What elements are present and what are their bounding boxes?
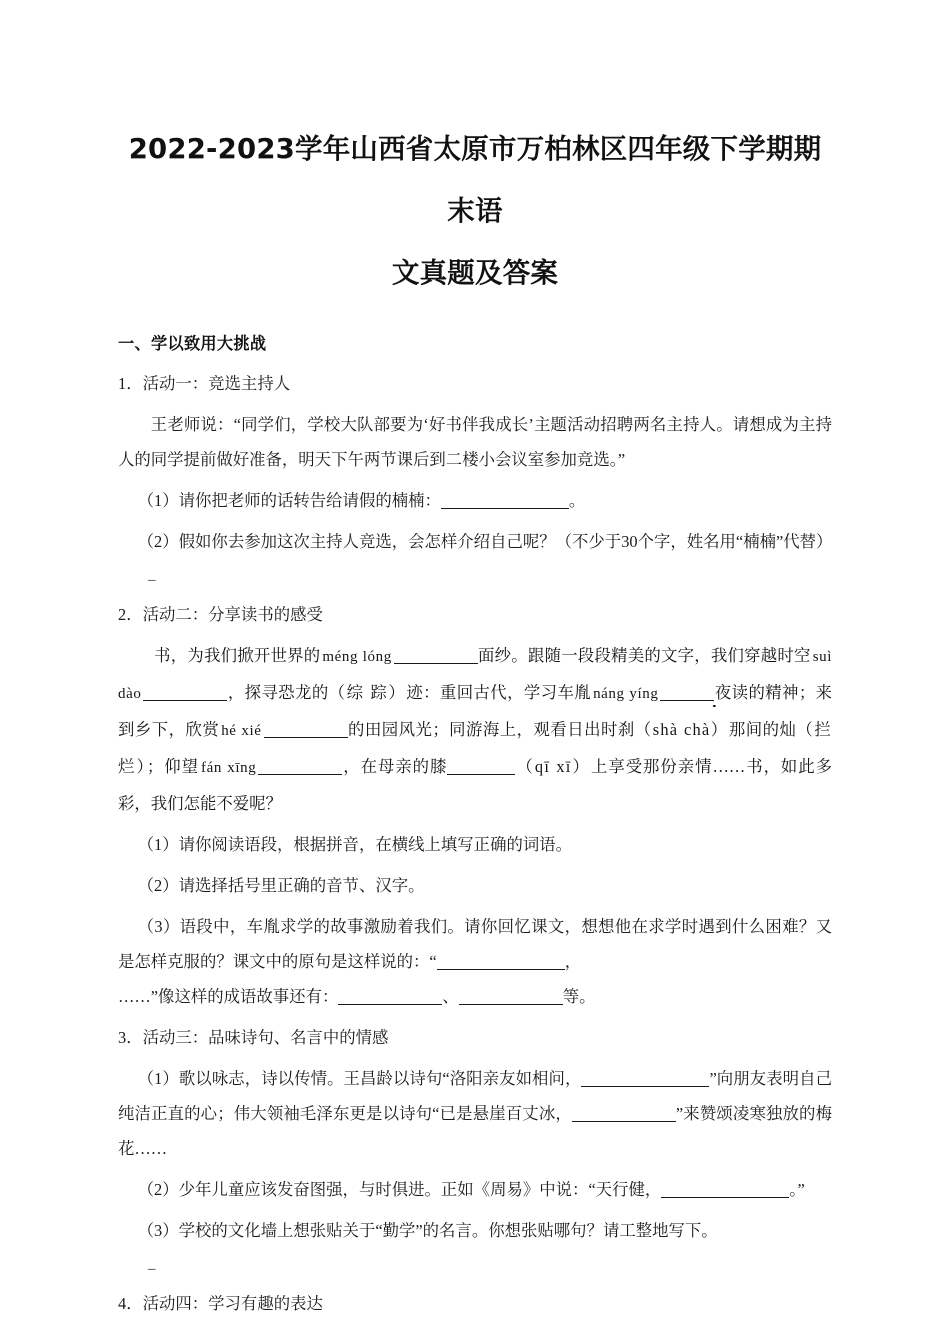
pinyin-hexie: hé xié xyxy=(221,723,262,739)
question-3-sub-2 xyxy=(118,1172,832,1207)
question-1-number: 1． xyxy=(118,374,143,393)
question-1-sub-1-text: （1）请你把老师的话转告给请假的楠楠： xyxy=(137,491,441,510)
question-2-sub-2: （2）请选择括号里正确的音节、汉字。 xyxy=(137,876,425,895)
question-2-number: 2． xyxy=(118,605,143,624)
choice-group-zong-zong[interactable]: （综 踪） xyxy=(328,683,407,702)
pinyin-menglong: méng lóng xyxy=(322,649,392,665)
passage-part-1: 书，为我们掀开世界的 xyxy=(154,646,321,665)
choice-group-lan-lan[interactable]: （拦 烂） xyxy=(118,720,832,776)
answer-blank[interactable] xyxy=(338,989,442,1005)
question-3-sub-1 xyxy=(118,1061,832,1166)
answer-blank[interactable] xyxy=(661,1182,789,1198)
question-1-sub-2: （2）假如你去参加这次主持人竞选，会怎样介绍自己呢？（不少于30个字，姓名用“楠楠”代替） xyxy=(137,532,833,551)
passage-part-5: 夜读的精神；来到乡下，欣赏 xyxy=(118,683,833,739)
question-2-sub-3-tail-d: 等。 xyxy=(562,987,596,1006)
passage-part-2: 面纱。跟随一段段精美的文字，我们穿越时空 xyxy=(477,646,811,665)
question-4-stem xyxy=(118,1286,832,1321)
question-3-sub-1-a: （1）歌以咏志，诗以传情。王昌龄以诗句“洛阳亲友如相问， xyxy=(137,1069,582,1088)
pinyin-suidao: suì dào xyxy=(118,649,832,702)
question-2-sub-3-tail-a: ， xyxy=(564,952,582,971)
question-3-title: 活动三：品味诗句、名言中的情感 xyxy=(142,1028,389,1047)
answer-blank[interactable] xyxy=(258,759,342,775)
question-2-stem xyxy=(118,597,832,632)
question-3-sub-1-b: ”向朋友表明自己纯洁正直的心；伟大领袖毛泽东更是以诗句“已是悬崖百丈冰， xyxy=(118,1069,832,1123)
question-1-title: 活动一：竞选主持人 xyxy=(142,374,291,393)
passage-part-9: ，在母亲的膝 xyxy=(342,757,448,776)
answer-blank[interactable] xyxy=(437,954,565,970)
choice-group-sha-cha[interactable]: （shà chà） xyxy=(634,720,729,739)
passage-part-6: 的田园风光；同游海上，观看日出时刹 xyxy=(347,720,635,739)
passage-part-8: ；仰望 xyxy=(146,757,199,776)
question-2-sub-3 xyxy=(118,909,832,1014)
answer-blank[interactable] xyxy=(394,648,478,664)
question-3-sub-2-a: （2）少年儿童应该发奋图强，与时俱进。正如《周易》中说：“天行健， xyxy=(137,1180,662,1199)
question-1-answer-dash: – xyxy=(148,572,156,588)
question-2-title: 活动二：分享读书的感受 xyxy=(142,605,323,624)
answer-blank[interactable] xyxy=(143,685,227,701)
answer-blank[interactable] xyxy=(447,759,515,775)
page-title-line-2: 文真题及答案 xyxy=(391,257,559,289)
page-title xyxy=(0,0,950,304)
question-2-sub-3-tail-b: ……”像这样的成语故事还有： xyxy=(118,987,339,1006)
passage-part-3: ，探寻恐龙的 xyxy=(227,683,329,702)
answer-blank[interactable] xyxy=(459,989,563,1005)
question-2-sub-3-text: （3）语段中，车胤求学的故事激励着我们。请你回忆课文，想想他在求学时遇到什么困难？又是怎样克服的？课文中的原句是这样说的：“ xyxy=(118,917,832,971)
document-body xyxy=(0,330,950,1321)
question-3-stem xyxy=(118,1020,832,1055)
question-3-sub-3: （3）学校的文化墙上想张贴关于“勤学”的名言。你想张贴哪句？请工整地写下。 xyxy=(137,1221,718,1240)
pinyin-fanxing: fán xīng xyxy=(200,760,257,776)
answer-blank[interactable] xyxy=(581,1071,709,1087)
answer-blank[interactable] xyxy=(441,493,569,509)
pinyin-nangying: náng yíng xyxy=(593,686,659,702)
choice-group-qi-xi[interactable]: （qī xī） xyxy=(515,757,591,776)
question-1-body: 王老师说：“同学们，学校大队部要为‘好书伴我成长’主题活动招聘两名主持人。请想成为主持人的同学提前做好准备，明天下午两节课后到二楼小会议室参加竞选。” xyxy=(118,415,832,469)
passage-part-7: 那间的灿 xyxy=(728,720,797,739)
section-heading-1: 一、学以致用大挑战 xyxy=(118,334,267,353)
question-2-sub-1: （1）请你阅读语段，根据拼音，在横线上填写正确的词语。 xyxy=(137,835,573,854)
question-1-stem xyxy=(118,366,832,401)
passage-part-10: 上享受那份亲情……书，如此多彩，我们怎能不爱呢？ xyxy=(118,757,833,813)
question-3-sub-1-c: ”来赞颂凌寒独放的梅花…… xyxy=(118,1104,832,1158)
answer-blank[interactable] xyxy=(572,1106,676,1122)
question-2-sub-3-tail-c: 、 xyxy=(442,987,459,1006)
answer-blank[interactable] xyxy=(264,722,348,738)
question-3-answer-dash: – xyxy=(148,1261,156,1277)
question-2-passage xyxy=(118,638,832,821)
question-3-number: 3． xyxy=(118,1028,143,1047)
question-4-number: 4． xyxy=(118,1294,143,1313)
question-1-sub-1 xyxy=(118,483,832,518)
question-1-sub-1-tail: 。 xyxy=(568,491,586,510)
page-title-line-1: 2022-2023学年山西省太原市万柏林区四年级下学期期末语 xyxy=(128,133,822,227)
answer-blank[interactable] xyxy=(660,685,714,701)
passage-part-4: 迹：重回古代，学习车胤 xyxy=(406,683,592,702)
question-4-title: 活动四：学习有趣的表达 xyxy=(142,1294,323,1313)
question-3-sub-2-b: 。” xyxy=(789,1180,805,1199)
